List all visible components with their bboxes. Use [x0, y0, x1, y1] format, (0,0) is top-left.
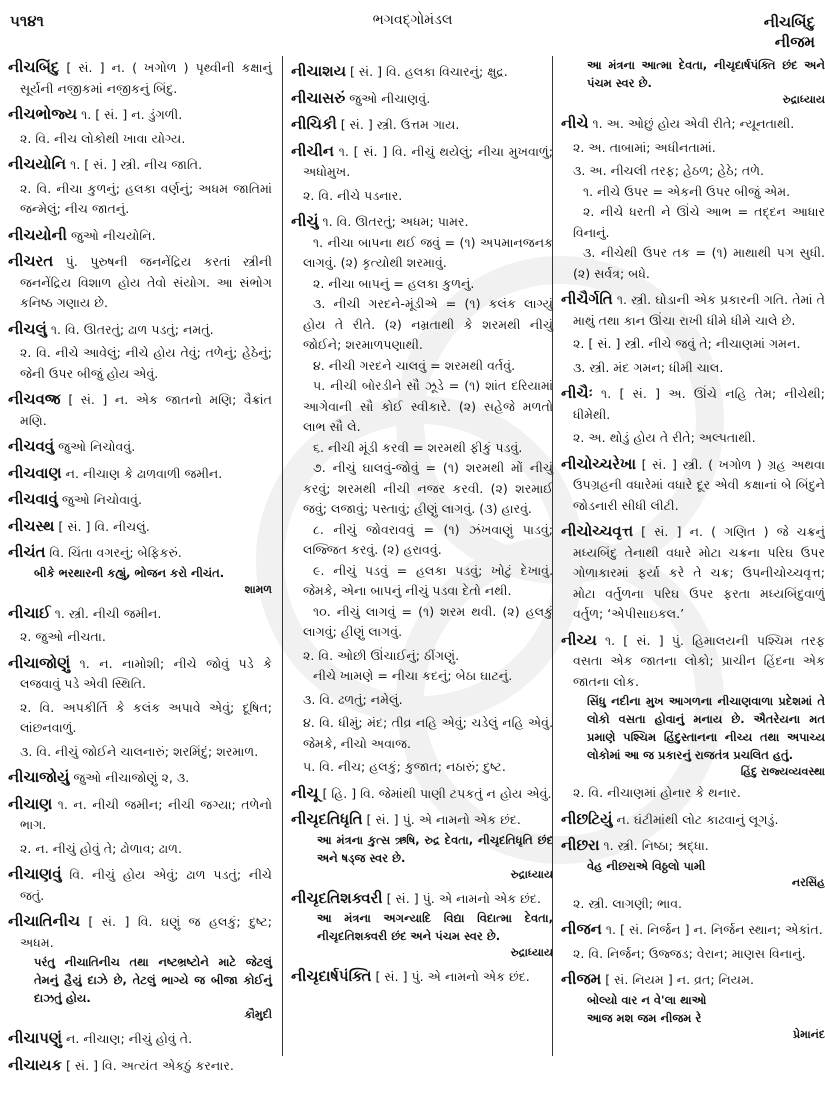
headword: નીચાજોણું: [8, 653, 71, 672]
definition-text: ૨. અ. તાબામાં; અધીનતામાં.: [573, 139, 716, 155]
definition-text: ૨. ન. નીચું હોવું તે; ઢોળાવ; ઢાળ.: [20, 840, 182, 856]
dictionary-entry: [291, 211, 553, 233]
definition-text: ૨. વિ. નીચે આવેલું; નીચે હોય તેવું; તળેનું; હેઠેનું; જેની ઉપર બીજું હોય એવું.: [20, 345, 272, 381]
idiom-phrase: [291, 233, 553, 274]
headword: નીચૈર્ગતિ: [561, 290, 613, 308]
definition-text: ૨. વિ. નીચા કુળનું; હલકા વર્ણનું; અધમ જાતિમાં જન્મેલું; નીચ જાતનું.: [20, 180, 272, 216]
headword: નીચાતિનીચ: [8, 912, 80, 930]
headword: નીચોચ્ચરેખા: [561, 454, 637, 473]
idiom-phrase: [561, 182, 825, 203]
sense-definition: [8, 839, 272, 860]
definition-text: [ સં. નિયમ ] ન. વ્રત; નિયમ.: [601, 972, 754, 987]
definition-text: ૨. નીચે ધરતી ને ઊંચે આભ = તદ્દન આધાર વિનાનું.: [573, 204, 825, 240]
definition-text: વેહ નીછરાએ વિઠ્ઠલો પામી: [587, 858, 706, 873]
dictionary-entry: [561, 454, 825, 517]
dictionary-entry: [8, 489, 272, 511]
definition-text: ૧. [ સં. ] પું. હિમાલયની પશ્ચિમ તરફ વસતા એક જાતના લોકો; પ્રાચીન હિંદના એક જાતના લોક.: [573, 632, 825, 689]
headword: નીચાપણું: [8, 1029, 62, 1047]
quotation: [561, 692, 825, 764]
headword: નીચંત: [8, 543, 46, 561]
definition-text: ૨. [ સં. ] સ્ત્રી. નીચે જવું તે; નીચાણમાં ગમન.: [573, 336, 801, 351]
definition-text: ૧. ન. નામોશી; નીચે જોવું પડે કે લજવાવું પડે એવી સ્થિતિ.: [20, 655, 272, 691]
headword: નીચું: [291, 212, 319, 230]
sense-definition: [561, 161, 825, 182]
dictionary-entry: [291, 88, 553, 110]
sense-definition: [8, 129, 272, 150]
sense-definition: [8, 343, 272, 384]
column-3: [552, 56, 825, 1056]
definition-text: ન. નીચાણ; નીચું હોવું તે.: [61, 1031, 193, 1046]
headword: નીજન: [561, 920, 602, 938]
headword: નીચ્ય: [561, 630, 597, 649]
definition-text: ૨. વિ. નીચે પડનાર.: [303, 187, 403, 203]
definition-text: ૪. નીચી ગરદને ચાલવું = શરમથી વર્તવું.: [313, 357, 516, 373]
citation-source: કૌમુદી: [244, 1008, 272, 1021]
dictionary-entry: [291, 141, 553, 183]
quotation: [561, 56, 825, 92]
quotation: [8, 953, 272, 1007]
definition-text: ૨. વિ. અપકીર્તિ કે કલંક અપાવે એવું; દૂષિત; લાંછનવાળું.: [20, 699, 272, 735]
headword: નીચીન: [291, 141, 334, 160]
dictionary-entry: [561, 809, 825, 831]
headword: નીચિકી: [291, 115, 337, 133]
definition-text: ૨. નીચા બાપનું = હલકા કુળનું.: [313, 275, 475, 291]
sense-definition: [561, 894, 825, 915]
definition-text: વિ. ચિંતા વગરનું; બેફિકરું.: [45, 545, 182, 560]
idiom-phrase: [291, 274, 553, 295]
dictionary-entry: [8, 436, 272, 458]
definition-text: ૧. ન. નીચી જમીન; નીચી જગ્યા; તળેનો ભાગ.: [20, 796, 272, 832]
definition-text: ૧. [ સં. ] ન. ડુંગળી.: [77, 107, 183, 122]
sense-definition: [561, 334, 825, 355]
definition-text: જુઓ નિચોવવું.: [54, 439, 136, 454]
headword: નીચબિંદુ: [8, 58, 60, 76]
definition-text: ૧૦. નીચું લાગવું = (૧) શરમ થવી. (૨) હલકું લાગવું; હીણું લાગવું.: [303, 603, 553, 639]
headword: નીચૈઃ: [561, 384, 593, 402]
sense-definition: [8, 698, 272, 739]
definition-text: પું. પુરુષની જનનેંદ્રિય કરતાં સ્ત્રીની જનનેંદ્રિય વિશાળ હોય તેવો સંયોગ. આ સંભોગ કનિષ્ઠ ગણાય છે.: [20, 254, 272, 310]
definition-text: જુઓ નિચોવાવું.: [57, 492, 143, 507]
guide-words: [764, 12, 815, 52]
dictionary-entry: [8, 911, 272, 953]
dictionary-entry: [291, 61, 553, 83]
sense-definition: [291, 757, 553, 778]
quotation: [8, 564, 272, 582]
dictionary-entry: [8, 57, 272, 99]
definition-text: ૪. વિ. ધીમું; મંદ; તીવ્ર નહિ એવું; ચડેલું નહિ એવું. જેમકે, નીચો અવાજ.: [303, 715, 553, 751]
sense-definition: [561, 358, 825, 379]
definition-text: ૩. વિ. નીચું જોઈને ચાલનારું; શરમિંદું; શરમાળ.: [20, 743, 259, 759]
dictionary-entry: [561, 919, 825, 941]
definition-text: જુઓ નીચયોનિ.: [66, 227, 156, 243]
idiom-phrase: [291, 561, 553, 602]
dictionary-entry: [8, 463, 272, 485]
sense-definition: [291, 690, 553, 711]
dictionary-entry: [561, 289, 825, 331]
definition-text: બોલ્યો વાર ન વે'લા થાઓ આજ મશ જમ નીજમ રે: [587, 992, 707, 1025]
headword: નીચાયક: [8, 1055, 63, 1074]
sense-definition: [561, 138, 825, 159]
definition-text: ૨. વિ. નીચ લોકોથી ખાવા યોગ્ય.: [20, 130, 186, 146]
definition-text: ૧. [ સં. નિર્જન ] ન. નિર્જન સ્થાન; એકાંત.: [601, 922, 823, 937]
definition-text: ૨. સ્ત્રી. લાગણી; ભાવ.: [573, 895, 683, 911]
citation-source: રુદ્રાધ્યાય: [782, 93, 825, 106]
definition-text: ૩. સ્ત્રી. મંદ ગમન; ધીમી ચાલ.: [573, 359, 724, 375]
headword: નીચૃદતિશક્વરી: [291, 888, 383, 907]
definition-text: ૧. [ સં. ] સ્ત્રી. નીચ જાતિ.: [66, 157, 203, 172]
page-number: ૫૧૪૧: [10, 12, 44, 30]
definition-text: સિંધુ નદીના મુખ આગળના નીચાણવાળા પ્રદેશમાં તે લોકો વસતા હોવાનું મનાય છે. ઐતરેયના મત પ્રમાણે પશ્ચિમ હિંદુસ્તાનના નીચ્ય તથા અપાચ્ય લોકોમાં આ જ પ્રકારનું રાજતંત્ર પ્રચલિત હતું.: [587, 694, 825, 762]
dictionary-entry: [8, 225, 272, 247]
page-header: [0, 8, 825, 56]
dictionary-entry: [8, 1055, 272, 1077]
idiom-phrase: [291, 520, 553, 561]
headword: નીચવવું: [8, 437, 55, 455]
definition-text: ૧. સ્ત્રી. ઘોડાની એક પ્રકારની ગતિ. તેમાં તે માથું તથા કાન ઊંચા રાખી ધીમે ધીમે ચાલે છે.: [573, 292, 825, 328]
dictionary-entry: [8, 603, 272, 625]
dictionary-entry: [8, 794, 272, 836]
headword: નીચાણવું: [8, 865, 62, 883]
dictionary-entry: [561, 521, 825, 625]
definition-text: ૧. [ સં. ] વિ. નીચું થયેલું; નીચા મુખવાળું; અધોમુખ.: [303, 143, 553, 179]
sense-definition: [291, 186, 553, 207]
dictionary-entry: [291, 114, 553, 136]
definition-text: ન. નીચાણ કે ઢાળવાળી જમીન.: [61, 465, 223, 481]
dictionary-entry: [8, 653, 272, 695]
headword: નીચવાણ: [8, 463, 62, 482]
definition-text: આ મંત્રના આત્મા દેવતા, નીચૃદાર્ષપંક્તિ છંદ અને પંચમ સ્વર છે.: [587, 58, 825, 90]
dictionary-entry: [291, 809, 553, 831]
headword: નીચાજોયું: [8, 768, 70, 786]
definition-text: ૯. નીચું પડવું = હલકા પડવું; ખોટું દેખાવું. જેમકે, એના બાપનું નીચું પડવા દેતો નથી.: [303, 562, 553, 598]
definition-text: [ સં. ] પું. એ નામનો એક છંદ.: [362, 812, 521, 827]
dictionary-entry: [8, 1028, 272, 1050]
headword: નીચાશય: [291, 62, 346, 80]
definition-text: [ સં. ] સ્ત્રી. ઉત્તમ ગાય.: [336, 117, 460, 132]
dictionary-entry: [8, 516, 272, 538]
headword: નીચભોજ્ય: [8, 105, 78, 123]
headword: નીચાસરું: [291, 88, 346, 107]
dictionary-entry: [291, 783, 553, 805]
citation-source: હિંદુ રાજ્યવ્યવસ્થા: [740, 765, 825, 778]
quotation: [561, 991, 825, 1027]
definition-text: ૧. નીચા બાપના થઈ જવું = (૧) અપમાનજનક લાગવું. (૨) કૃત્યોથી શરમાવું.: [303, 234, 553, 270]
definition-text: [ સં. ] વિ. હલકા વિચારનું; ક્ષુદ્ર.: [346, 64, 508, 79]
definition-text: જુઓ નીચાણવું.: [345, 90, 431, 106]
definition-text: ૨. વિ. નિર્જન; ઉજ્જડ; વેરાન; માણસ વિનાનું.: [573, 945, 806, 961]
definition-text: ૧. સ્ત્રી. નિષ્ઠા; શ્રદ્ધા.: [599, 838, 709, 853]
sense-definition: [8, 179, 272, 220]
dictionary-entry: [561, 383, 825, 425]
dictionary-entry: [8, 251, 272, 314]
sense-definition: [8, 742, 272, 763]
definition-text: [ હિ. ] વિ. જેમાંથી પાણી ટપકતું ન હોય એવું.: [318, 785, 552, 801]
headword: નીચવાવું: [8, 490, 58, 508]
quotation: [291, 831, 553, 867]
idiom-phrase: [291, 294, 553, 356]
definition-text: નીચે ખામણે = નીચા કદનું; બેઠા ઘાટનું.: [313, 668, 513, 683]
definition-text: [ સં. ] વિ. અત્યંત એકઠું કરનાર.: [62, 1057, 234, 1073]
definition-text: [ સં. ] ન. ( ખગોળ ) પૃથ્વીની કક્ષાનું સૂર્યની નજીકમાં નજીકનું બિંદુ.: [20, 60, 272, 96]
headword: નીચૂ: [291, 783, 319, 802]
definition-text: ૩. નીચી ગરદને-મૂંડીએ = (૧) કલંક લાગ્યું હોય તે રીતે. (૨) નમ્રતાથી કે શરમથી નીચું જોઈને; શરમાળપણાથી.: [303, 296, 553, 352]
headword: નીચયોનિ: [8, 155, 67, 173]
dictionary-entry: [561, 835, 825, 857]
headword: નીછટિયું: [561, 809, 613, 828]
definition-text: ૨. અ. થોડું હોય તે રીતે; અલ્પતાથી.: [573, 430, 756, 445]
dictionary-entry: [291, 966, 553, 988]
dictionary-entry: [561, 113, 825, 135]
headword: નીચાણ: [8, 794, 53, 813]
guide-word-first: નીચબિંદુ: [763, 13, 815, 31]
citation-source: રુદ્રાધ્યાય: [510, 867, 553, 881]
guide-word-last: નીજમ: [774, 33, 815, 51]
dictionary-entry: [561, 969, 825, 991]
definition-text: [ સં. ] ન. ( ગણિત ) જે ચક્રનું મધ્યબિંદુ તેનાથી વધારે મોટા ચક્રના પરિઘ ઉપર ગોળાકારમાં ફર્યા કરે તે ચક્ર; ઉપનીચોચ્ચવૃત્ત; મોટા વર્તુળના પરિઘ ઉપર ફરતા મધ્યબિંદુવાળું વર્તુળ; ‘એપીસાઇકલ.’: [573, 524, 825, 621]
definition-text: ૩. અ. નીચલી તરફ; હેઠળ; હેઠે; તળે.: [573, 163, 765, 178]
definition-text: પરંતુ નીચાતિનીચ તથા નષ્ટભ્રષ્ટોને માટે જેટલું તેમનું હૈયું દાઝે છે, તેટલું ભાગ્યે જ બીજા કોઈનું દાઝતું હોય.: [34, 955, 272, 1005]
definition-text: ૨. વિ. ઓછી ઊંચાઈનું; ઠીંગણું.: [303, 647, 460, 663]
dictionary-entry: [8, 864, 272, 906]
idiom-phrase: [291, 356, 553, 377]
definition-text: ૧. સ્ત્રી. નીચી જમીન.: [50, 605, 162, 621]
dictionary-entry: [561, 630, 825, 693]
definition-text: ૫. નીચી બોરડીને સૌ ઝૂડે = (૧) શાંત દરિયામાં આગેવાની સૌ કોઈ સ્વીકારે. (૨) સહેજે મળતો લાભ સૌ લે.: [303, 378, 553, 434]
idiom-phrase: [291, 458, 553, 520]
book-title: ભગવદ્ગોમંડલ: [372, 12, 453, 28]
definition-text: [ સં. ] વિ. નીચલું.: [54, 518, 150, 534]
column-1: [8, 52, 272, 1076]
headword: નીચૃદાર્ષપંક્તિ: [291, 967, 372, 985]
headword: નીચાઈ: [8, 603, 51, 622]
sense-definition: [561, 944, 825, 965]
definition-text: ૭. નીચું ઘાલવું-જોવું = (૧) શરમથી મોં નીચું કરવું; શરમથી નીચી નજર કરવી. (૨) શરમાઈ જવું; લજાવું; પસ્તાવું; હીણું લાગવું. (૩) હારવું.: [303, 460, 553, 516]
headword: નીચોચ્ચવૃત્ત: [561, 522, 634, 540]
definition-text: [ સં. ] પું. એ નામનો એક છંદ.: [382, 890, 541, 906]
headword: નીચસ્થ: [8, 516, 55, 535]
dictionary-entry: [8, 389, 272, 431]
definition-text: ૮. નીચું જોવરાવવું = (૧) ઝંખવાણું પાડવું; લજ્જિત કરવું. (૨) હરાવવું.: [303, 521, 553, 557]
definition-text: ૧. અ. ઓછું હોય એવી રીતે; ન્યૂનતાથી.: [588, 116, 795, 131]
headword: નીચે: [561, 114, 589, 132]
headword: નીચયોની: [8, 225, 67, 244]
idiom-phrase: [291, 602, 553, 643]
idiom-phrase: [561, 243, 825, 284]
definition-text: બીકે ભરથારની કહ્યું, ભોજન કરો નીચંત.: [34, 565, 225, 580]
definition-text: ૧. નીચે ઉપર = એકની ઉપર બીજું એમ.: [583, 183, 791, 199]
definition-text: ૩. નીચેથી ઉપર તક = (૧) માથાથી પગ સુધી. (૨) સર્વત્ર; બધે.: [573, 245, 825, 281]
definition-text: ૫. વિ. નીચ; હલકું; કુજાત; નઠારું; દુષ્ટ.: [303, 759, 506, 774]
definition-text: ૧. [ સં. ] અ. ઊંચે નહિ તેમ; નીચેથી; ધીમેથી.: [573, 386, 825, 422]
column-2: [282, 56, 553, 1056]
headword: નીજમ: [561, 970, 602, 988]
idiom-phrase: [291, 438, 553, 459]
citation-source: પ્રેમાનંદ: [793, 1027, 825, 1041]
definition-text: ૬. નીચી મૂંડી કરવી = શરમથી ફીકું પડવું.: [313, 439, 523, 455]
citation-source: નરસિંહ: [791, 875, 825, 889]
headword: નીચૃદતિધૃતિ: [291, 810, 363, 828]
dictionary-entry: [8, 104, 272, 126]
definition-text: [ સં. ] ન. એક જાતનો મણિ; વૈક્રાંત મણિ.: [20, 392, 272, 428]
idiom-phrase: [291, 666, 553, 687]
quotation: [561, 857, 825, 875]
idiom-phrase: [291, 376, 553, 438]
definition-text: ન. ઘંટીમાંથી લોટ કાઢવાનું લૂગડું.: [612, 811, 779, 827]
definition-text: ૨. વિ. નીચાણમાં હોનાર કે થનાર.: [573, 785, 741, 800]
idiom-phrase: [561, 202, 825, 243]
definition-text: આ મંત્રના અગન્યાદિ વિદ્યા વિદાત્મા દેવતા, નીચૃદતિશક્વરી છંદ અને પંચમ સ્વર છે.: [317, 911, 553, 943]
sense-definition: [561, 783, 825, 804]
dictionary-entry: [291, 888, 553, 910]
definition-text: ૧. વિ. ઊતરતું; અધમ; પામર.: [318, 214, 469, 229]
quotation: [291, 909, 553, 945]
definition-text: આ મંત્રના કુત્સ ઋષિ, રુદ્ર દેવતા, નીચૃદતિધૃતિ છંદ અને ષડ્જ સ્વર છે.: [317, 832, 553, 865]
headword: નીચવજ્ર: [8, 390, 61, 408]
citation-source: રુદ્રાધ્યાય: [510, 946, 553, 959]
dictionary-entry: [8, 767, 272, 789]
definition-text: [ સં. ] સ્ત્રી. ( ખગોળ ) ગ્રહ અથવા ઉપગ્રહની વધારેમાં વધારે દૂર એવી કક્ષાનાં બે બિંદુને જોડનારી સીધી લીટી.: [573, 456, 825, 513]
dictionary-entry: [8, 319, 272, 341]
definition-text: [ સં. ] પું. એ નામનો એક છંદ.: [371, 969, 530, 984]
definition-text: જુઓ નીચાજોણું ૨, ૩.: [69, 770, 190, 785]
headword: નીચરત: [8, 252, 54, 270]
dictionary-entry: [8, 542, 272, 564]
sense-definition: [8, 627, 272, 648]
sense-definition: [291, 646, 553, 667]
definition-text: [ સં. ] વિ. ઘણું જ હલકું; દુષ્ટ; અધમ.: [20, 914, 272, 950]
definition-text: ૩. વિ. ઢળતું; નમેલું.: [303, 691, 403, 707]
sense-definition: [291, 713, 553, 754]
dictionary-entry: [8, 154, 272, 176]
sense-definition: [561, 428, 825, 449]
citation-source: શામળ: [244, 582, 272, 596]
headword: નીચલું: [8, 319, 47, 338]
definition-text: વિ. નીચું હોય એવું; ઢાળ પડતું; નીચે જતું.: [20, 867, 272, 903]
headword: નીછરા: [561, 836, 600, 854]
definition-text: ૨. જુઓ નીચતા.: [20, 629, 106, 644]
definition-text: ૧. વિ. ઊતરતું; ઢાળ પડતું; નમતું.: [46, 321, 214, 337]
